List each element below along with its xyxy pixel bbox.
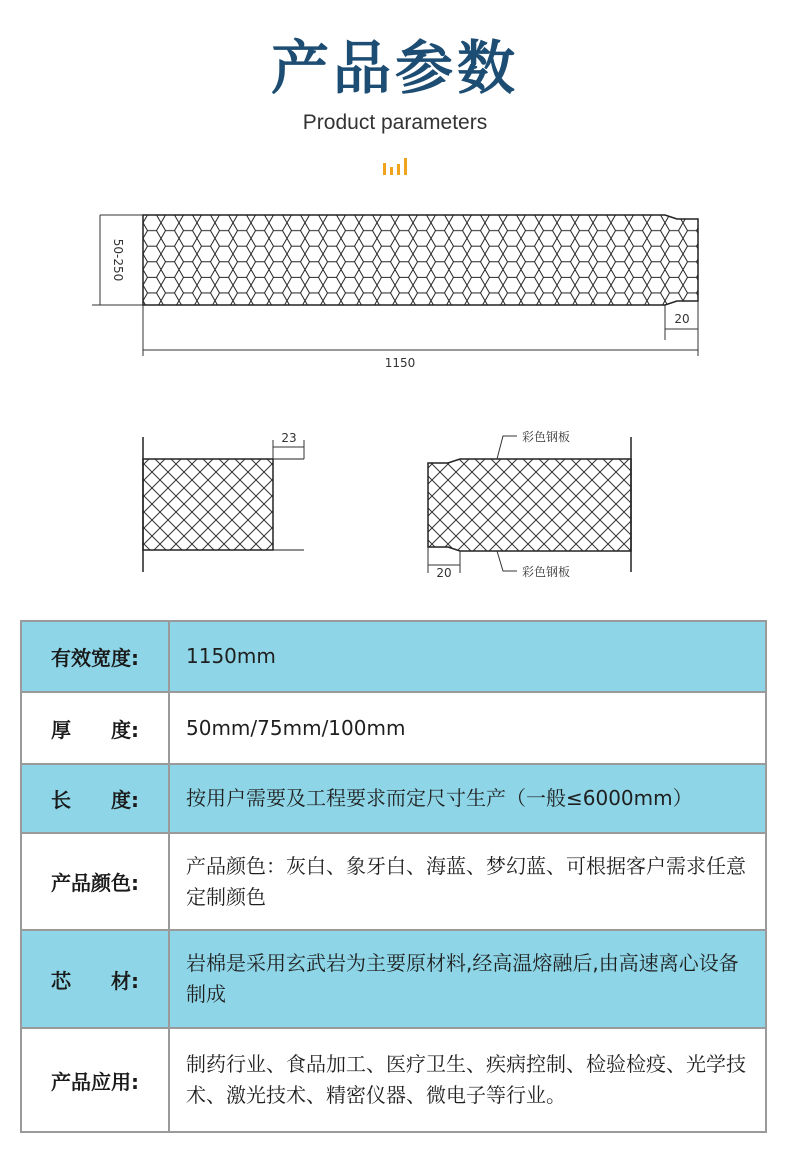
table-row — [21, 1028, 766, 1132]
height-dimension-label: 50-250 — [111, 238, 125, 282]
joint-detail-left — [143, 431, 304, 572]
row-label: 有效宽度: — [21, 621, 169, 692]
table-row — [21, 764, 766, 833]
steel-plate-top-label: 彩色钢板 — [522, 430, 571, 444]
page-title: 产品参数 — [270, 34, 519, 102]
width-dimension-label: 1150 — [384, 356, 416, 370]
joint-left-dimension-label: 23 — [281, 431, 297, 445]
table-row — [21, 930, 766, 1028]
page-subtitle: Product parameters — [302, 111, 488, 134]
signal-bars-icon — [381, 155, 411, 177]
row-label: 厚 度: — [21, 692, 169, 764]
joint-detail-right — [428, 429, 631, 580]
row-label: 长 度: — [21, 764, 169, 833]
table-row — [21, 621, 766, 692]
row-value: 1150mm — [169, 621, 766, 692]
edge-dimension-label: 20 — [674, 312, 690, 326]
row-label: 产品应用: — [21, 1028, 169, 1132]
steel-plate-bottom-label: 彩色钢板 — [522, 565, 571, 579]
row-value: 按用户需要及工程要求而定尺寸生产（一般≤6000mm） — [169, 764, 766, 833]
row-label: 产品颜色: — [21, 833, 169, 930]
table-row — [21, 692, 766, 764]
row-value: 产品颜色：灰白、象牙白、海蓝、梦幻蓝、可根据客户需求任意定制颜色 — [169, 833, 766, 930]
joint-right-dimension-label: 20 — [436, 566, 452, 580]
row-value: 50mm/75mm/100mm — [169, 692, 766, 764]
row-label: 芯 材: — [21, 930, 169, 1028]
panel-section-main — [92, 215, 703, 370]
table-row — [21, 833, 766, 930]
panel-technical-drawing — [0, 190, 790, 600]
spec-table — [20, 620, 767, 1133]
row-value: 岩棉是采用玄武岩为主要原材料,经高温熔融后,由高速离心设备制成 — [169, 930, 766, 1028]
row-value: 制药行业、食品加工、医疗卫生、疾病控制、检验检疫、光学技术、激光技术、精密仪器、微电子等行业。 — [169, 1028, 766, 1132]
